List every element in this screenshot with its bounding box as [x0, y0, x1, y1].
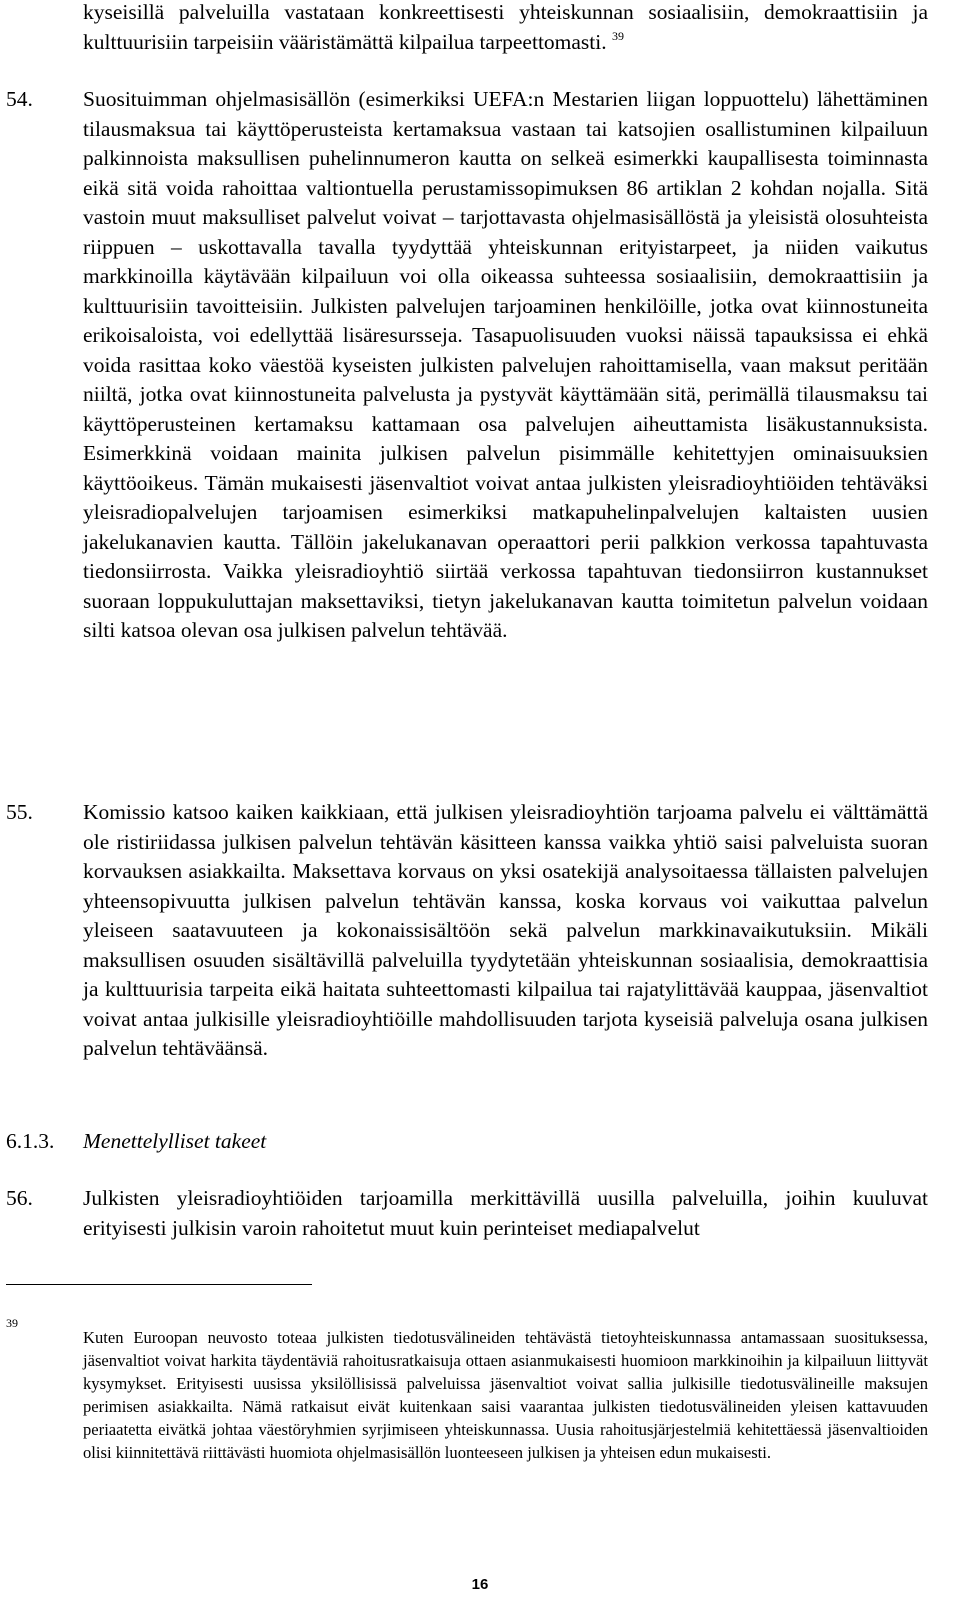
- paragraph-number: 55.: [6, 800, 33, 824]
- paragraph-text: Suosituimman ohjelmasisällön (esimerkiksi UEFA:n Mestarien liigan loppuottelu) lähettäminen tilausmaksua tai käyttöperusteista kertamaksua vastaan tai katsojien osallistuminen kilpailuun palkinnoista maksullisen puhelinnumeron kautta on selkeä esimerkki kaupallisesta toiminnasta eikä sitä voida rahoittaa valtiontuella perustamissopimuksen 86 artiklan 2 kohdan nojalla. Sitä vastoin muut maksulliset palvelut voivat – tarjottavasta ohjelmasisällöstä ja yleisistä olosuhteista riippuen – uskottavalla tavalla tyydyttää yhteiskunnan erityistarpeet, ja niiden vaikutus markkinoilla käytävään kilpailuun voi olla oikeassa suhteessa sosiaalisiin, demokraattisiin ja kulttuurisiin tavoitteisiin. Julkisten palvelujen tarjoaminen henkilöille, jotka ovat kiinnostuneita erikoisaloista, voi edellyttää lisäresursseja. Tasapuolisuuden vuoksi näissä tapauksissa ei ehkä voida rasittaa koko väestöä kyseisten julkisten palvelujen rahoittamisella, vaan maksut peritään niiltä, jotka ovat kiinnostuneita palvelusta ja pystyvät käyttämään sitä, perimällä tilausmaksu tai käyttöperusteinen kertamaksu kattamaan osa palvelujen aiheuttamista lisäkustannuksista. Esimerkkinä voidaan mainita julkisen palvelun pisimmälle kehitettyjen ominaisuuksien käyttöoikeus. Tämän mukaisesti jäsenvaltiot voivat antaa julkisten yleisradioyhtiöiden tehtäväksi yleisradiopalvelujen tarjoamisen esimerkiksi matkapuhelinpalvelujen kaltaisten uusien jakelukanavien kautta. Tällöin jakelukanavan operaattori perii palkkion verkossa tapahtuvasta tiedonsiirrosta. Vaikka yleisradioyhtiö siirtää verkossa tapahtuvan tiedonsiirron kustannukset suoraan loppukuluttajan maksettaviksi, tietyn jakelukanavan kautta toimitetun palvelun voidaan silti katsoa olevan osa julkisen palvelun tehtävää.: [83, 87, 928, 642]
- paragraph-number: 54.: [6, 87, 33, 111]
- paragraph-text: Julkisten yleisradioyhtiöiden tarjoamilla merkittävillä uusilla palveluilla, joihin kuuluvat erityisesti julkisin varoin rahoitetut muut kuin perinteiset mediapalvelut: [83, 1186, 928, 1240]
- paragraph-number: 56.: [6, 1186, 33, 1210]
- footnote-reference: 39: [612, 28, 624, 43]
- page-number: 16: [471, 1576, 489, 1593]
- section-number: 6.1.3.: [6, 1129, 55, 1153]
- paragraph-text: Komissio katsoo kaiken kaikkiaan, että julkisen yleisradioyhtiön tarjoama palvelu ei välttämättä ole ristiriidassa julkisen palvelun tehtävän käsitteen kanssa vaikka yhtiö saisi palveluista suoran korvauksen asiakkailta. Maksettava korvaus on yksi osatekijä analysoitaessa tällaisten palvelujen yhteensopivuutta julkisen palvelun tehtävän kanssa, koska korvaus voi vaikuttaa palvelun yleiseen saatavuuteen ja kokonaissisältöön sekä palvelun markkinavaikutuksiin. Mikäli maksullisen osuuden sisältävillä palveluilla tyydytetään yhteiskunnan sosiaalisia, demokraattisia ja kulttuurisia tarpeita eikä haitata suhteettomasti kilpailua tai rajatylittävää kauppaa, jäsenvaltiot voivat antaa julkisille yleisradioyhtiöille mahdollisuuden tarjota kyseisiä palveluja osana julkisen palvelun tehtäväänsä.: [83, 800, 928, 1060]
- section-heading: Menettelylliset takeet: [83, 1129, 267, 1153]
- footnote-text: Kuten Euroopan neuvosto toteaa julkisten tiedotusvälineiden tehtävästä tietoyhteiskunnassa antamassaan suosituksessa, jäsenvaltiot voivat harkita täydentäviä rahoitusratkaisuja ottaen asianmukaisesti huomioon markkinoihin ja kilpailuun liittyvät kysymykset. Erityisesti uusissa yksilöllisissä palveluissa jäsenvaltiot voivat sallia julkisille tiedotusvälineille maksujen perimisen asiakkailta. Nämä ratkaisut eivät kuitenkaan saisi vaarantaa julkisten tiedotusvälineiden yleisen kattavuuden periaatetta eivätkä johtaa väestöryhmien syrjimiseen yhteiskunnassa. Uusia rahoitusjärjestelmiä kehitettäessä jäsenvaltioiden olisi kiinnitettävä riittävästi huomiota ohjelmasisällön luonteeseen julkisen ja yhteisen edun mukaisesti.: [83, 1328, 928, 1462]
- footnote-number: 39: [6, 1316, 18, 1330]
- footnote-separator: [6, 1284, 312, 1285]
- lead-paragraph: [83, 0, 928, 57]
- lead-text: kyseisillä palveluilla vastataan konkreettisesti yhteiskunnan sosiaalisiin, demokraattisiin ja kulttuurisiin tarpeisiin vääristämättä kilpailua tarpeettomasti.: [83, 0, 928, 54]
